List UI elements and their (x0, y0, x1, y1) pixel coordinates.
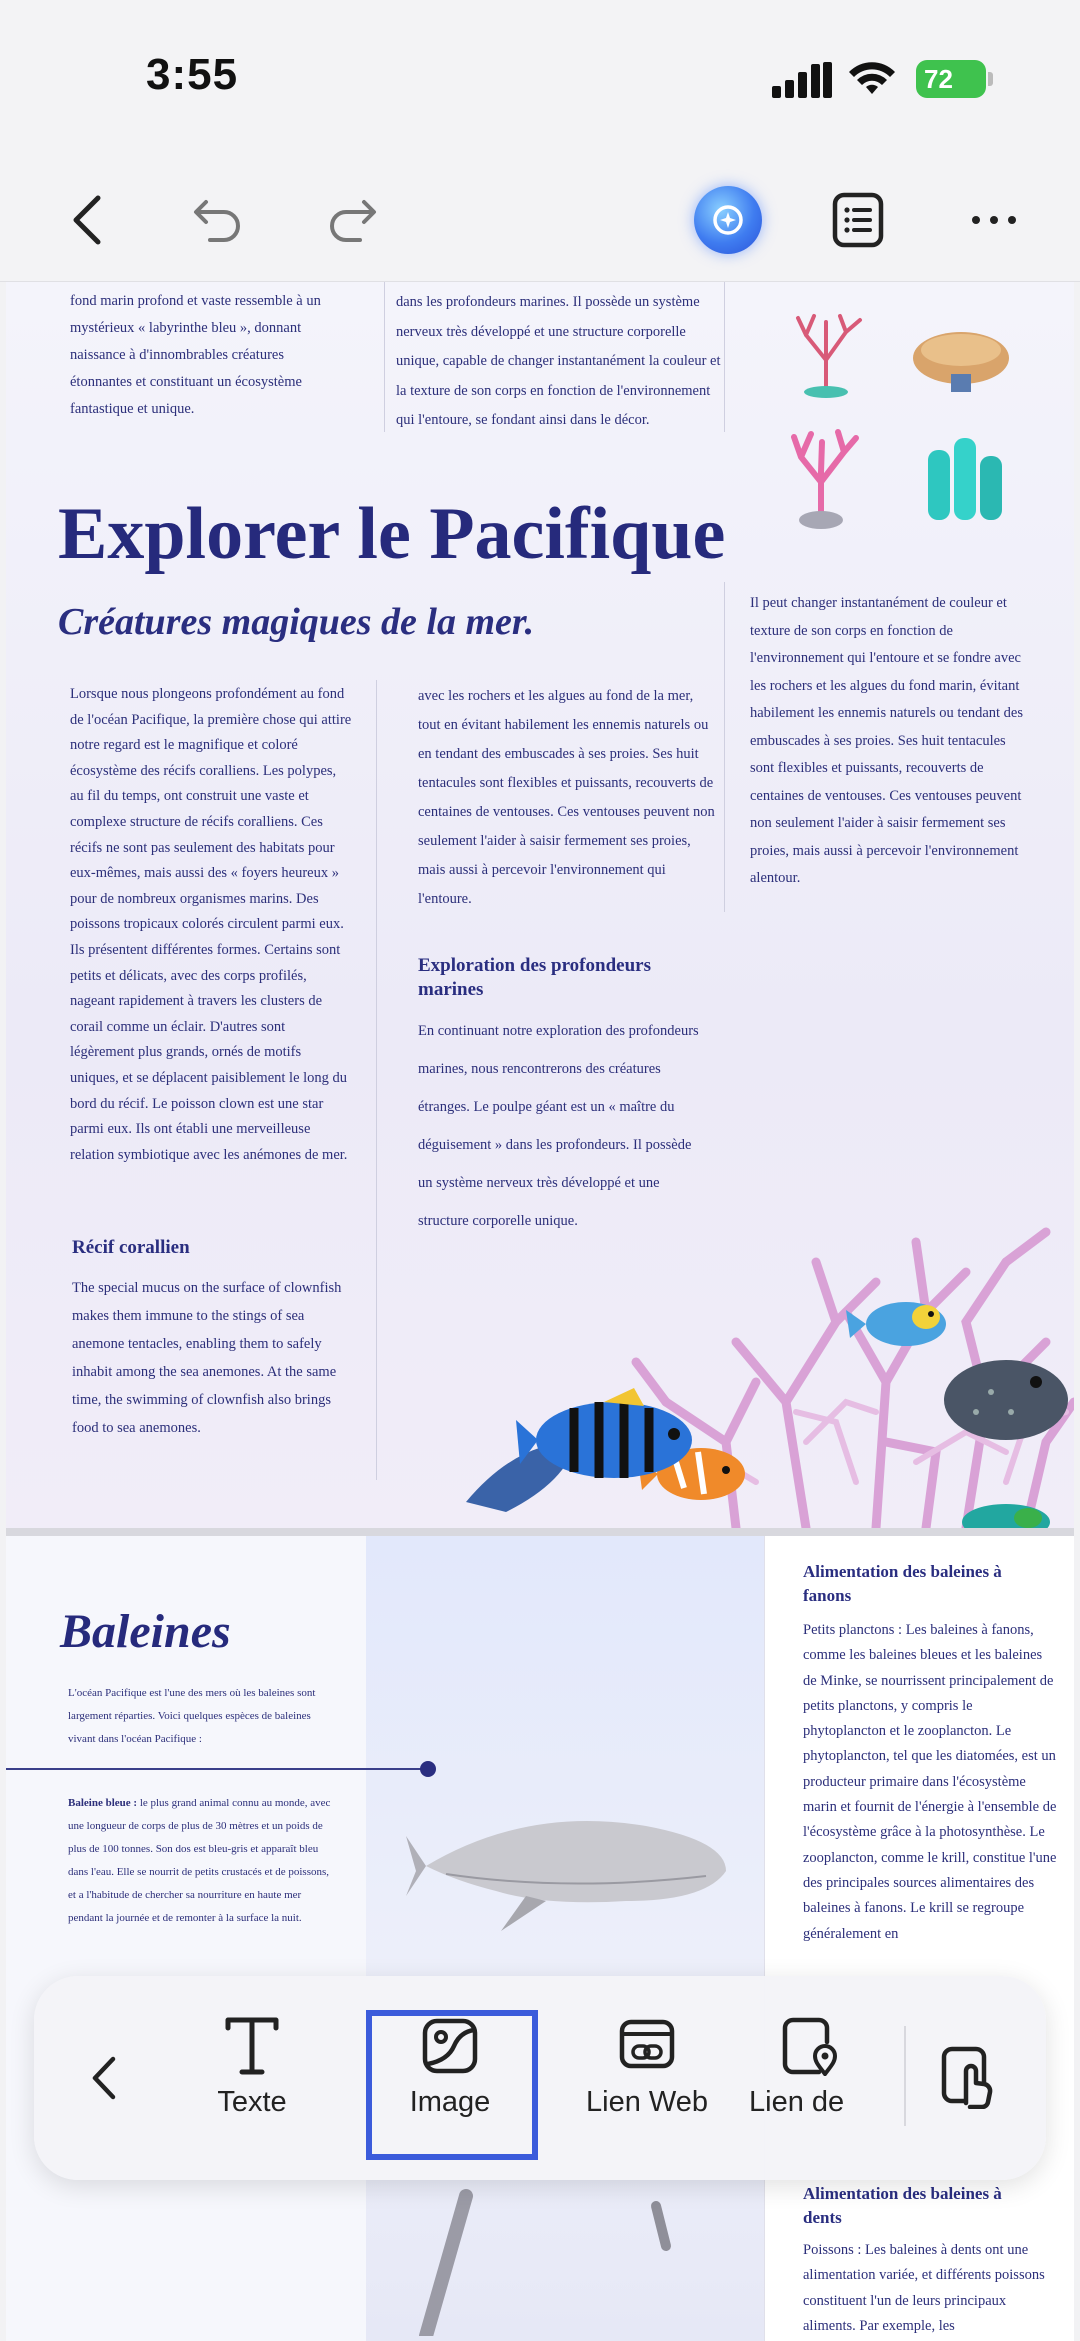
insert-web-link-button[interactable] (572, 2016, 722, 2146)
ai-sparkle-icon (708, 200, 748, 240)
insert-toolbar (34, 1976, 1046, 2180)
chevron-left-icon (89, 2055, 119, 2101)
column-divider (384, 282, 385, 432)
insert-image-button[interactable] (375, 2016, 525, 2146)
coral-illustration (776, 310, 876, 400)
web-link-icon (617, 2016, 677, 2076)
insert-web-link-label: Lien Web (586, 2086, 708, 2118)
page-title: Explorer le Pacifique (58, 493, 726, 575)
page-1 (6, 282, 1074, 1528)
column-1-paragraph-2: The special mucus on the surface of clownfish makes them immune to the stings of sea anemone tentacles, enabling them to safely inhabit among the sea anemones. At the same time, the swimming of clownfish also brings food to sea anemones. (72, 1280, 342, 1436)
column-2-paragraph-2: En continuant notre exploration des profondeurs marines, nous rencontrerons des créatures étranges. Le poulpe géant est un « maître du déguisement » dans les profondeurs. Il possède un système nerveux très développé et une structure corporelle unique. (418, 1023, 699, 1229)
striped-fish-illustration (514, 1384, 710, 1494)
coral-illustration (918, 430, 1010, 530)
insert-page-link-label: Lien de (749, 2086, 845, 2118)
whale-image-panel (366, 1536, 764, 2341)
redo-button[interactable] (320, 188, 384, 252)
more-button[interactable] (962, 188, 1026, 252)
baleen-feeding-heading: Alimentation des baleines à fanons (803, 1562, 1002, 1605)
cellular-signal-icon (772, 62, 832, 98)
back-button[interactable] (56, 188, 120, 252)
timeline-line (6, 1768, 430, 1770)
top-toolbar (0, 160, 1080, 282)
blue-whale-paragraph (68, 1792, 334, 1930)
toothed-feeding-heading: Alimentation des baleines à dents (803, 2184, 1002, 2227)
insert-image-label: Image (409, 2086, 491, 2118)
insert-page-link-button[interactable] (749, 2016, 869, 2146)
section-heading-deep-sea: Exploration des profondeurs marines (418, 955, 651, 1000)
top-left-paragraph: fond marin profond et vaste ressemble à un mystérieux « labyrinthe bleu », donnant naissance à d'innombrables créatures étonnantes et constituant un écosystème fantastique et unique. (70, 293, 321, 417)
column-divider (724, 582, 725, 912)
undo-button[interactable] (186, 188, 250, 252)
page-separator (6, 1528, 1074, 1536)
column-1-paragraph: Lorsque nous plongeons profondément au fond de l'océan Pacifique, la première chose qui attire notre regard est le magnifique et coloré écosystème des récifs coralliens. Les polypes, au fil du temps, ont construit une vaste et complexe structure de récifs coralliens. Ces récifs ne sont pas seulement des habitats pour eux-mêmes, mais aussi des « foyers heureux » pour de nombreux organismes marins. Des poissons tropicaux colorés circulent parmi eux. Ils présentent différentes formes. Certains sont petits et délicats, avec des corps profilés, nageant rapidement à travers les clusters de corail comme un éclair. D'autres sont légèrement plus grands, ornés de motifs uniques, et se déplacent paisiblement le long du bord du récif. Le poisson clown est une star parmi eux. Ils ont établi une merveilleuse relation symbiotique avec les anémones de mer. (70, 686, 352, 1163)
right-column (764, 1536, 1074, 2341)
baleen-feeding-paragraph: Petits planctons : Les baleines à fanons, comme les baleines bleues et les baleines de Minke, se nourrissent principalement de petits planctons, y compris le phytoplancton et le zooplancton. Le phytoplancton, tel que les diatomées, est un producteur primaire dans l'écosystème marin et fournit de l'énergie à l'ensemble de l'écosystème grâce à la photosynthèse. Le zooplancton, comme le krill, constitue l'une des principales sources alimentaires des baleines à fanons. Le krill se regroupe généralement en (803, 1622, 1057, 1942)
page-subtitle: Créatures magiques de la mer. (58, 601, 535, 643)
column-divider (724, 282, 725, 432)
whale-illustration (406, 2186, 736, 2336)
right-paragraph: Il peut changer instantanément de couleur et texture de son corps en fonction de l'environnement qui l'entoure et se fondre avec les rochers et les algues du fond marin, évitant habilement les ennemis naturels ou tendant des embuscades à ses proies. Ses huit tentacules sont flexibles et puissants, recouverts de centaines de ventouses. Ces ventouses peuvent non seulement l'aider à saisir fermement ses proies, mais aussi à percevoir l'environnement alentour. (750, 595, 1024, 886)
page-link-icon (779, 2016, 839, 2076)
coral-illustration (776, 422, 866, 532)
redo-icon (326, 198, 378, 242)
blue-whale-label: Baleine bleue : (68, 1797, 138, 1809)
text-icon (222, 2016, 282, 2076)
undo-icon (192, 198, 244, 242)
top-middle-paragraph: dans les profondeurs marines. Il possède un système nerveux très développé et une structure corporelle unique, capable de changer instantanément la couleur et la texture de son corps en fonction de l'environnement qui l'entoure, se fondant ainsi dans le décor. (396, 294, 721, 428)
list-document-icon (832, 192, 884, 248)
ai-assistant-button[interactable] (694, 186, 762, 254)
battery-level: 72 (924, 64, 953, 94)
toothed-feeding-paragraph: Poissons : Les baleines à dents ont une alimentation variée, et différents poissons constituent l'un de leurs principaux aliments. Par exemple, les (803, 2242, 1045, 2334)
timeline-dot (420, 1761, 436, 1777)
wifi-icon (848, 60, 896, 98)
insert-text-button[interactable] (177, 2016, 327, 2146)
image-icon (420, 2016, 480, 2076)
coral-illustration (906, 318, 1016, 398)
battery-icon (916, 60, 986, 98)
column-divider (376, 680, 377, 1480)
insert-text-label: Texte (217, 2086, 287, 2118)
whales-intro: L'océan Pacifique est l'une des mers où les baleines sont largement réparties. Voici quelques espèces de baleines vivant dans l'océan Pacifique : (68, 1687, 316, 1745)
outline-button[interactable] (826, 188, 890, 252)
whales-title: Baleines (60, 1605, 231, 1658)
page-2 (6, 1536, 1074, 2341)
more-dots-icon (970, 214, 1018, 226)
touch-mode-button[interactable] (934, 2042, 1004, 2112)
battery-nub (988, 72, 993, 86)
status-time: 3:55 (146, 50, 239, 99)
coral-reef-illustration (406, 982, 1074, 1528)
column-2-paragraph: avec les rochers et les algues au fond de la mer, tout en évitant habilement les ennemis naturels ou en tendant des embuscades à ses proies. Ses huit tentacules sont flexibles et puissants, recouverts de centaines de ventouses. Ces ventouses peuvent non seulement l'aider à saisir fermement ses proies, mais aussi à percevoir l'environnement qui l'entoure. (418, 688, 715, 907)
section-heading-coral-reef: Récif corallien (72, 1237, 190, 1258)
status-bar (0, 0, 1080, 160)
whale-illustration (406, 1796, 736, 1936)
blue-whale-text: le plus grand animal connu au monde, avec une longueur de corps de plus de 30 mètres et un poids de plus de 100 tonnes. Son dos est bleu-gris et apparaît bleu dans l'eau. Elle se nourrit de petits crustacés et de poissons, et a l'habitude de chercher sa nourriture en haute mer pendant la journée et de remonter à la surface la nuit. (68, 1797, 331, 1924)
toolbar-separator (904, 2026, 906, 2126)
touch-hand-icon (940, 2045, 998, 2109)
chevron-left-icon (68, 194, 108, 246)
toolbar-back-button[interactable] (74, 2048, 134, 2108)
